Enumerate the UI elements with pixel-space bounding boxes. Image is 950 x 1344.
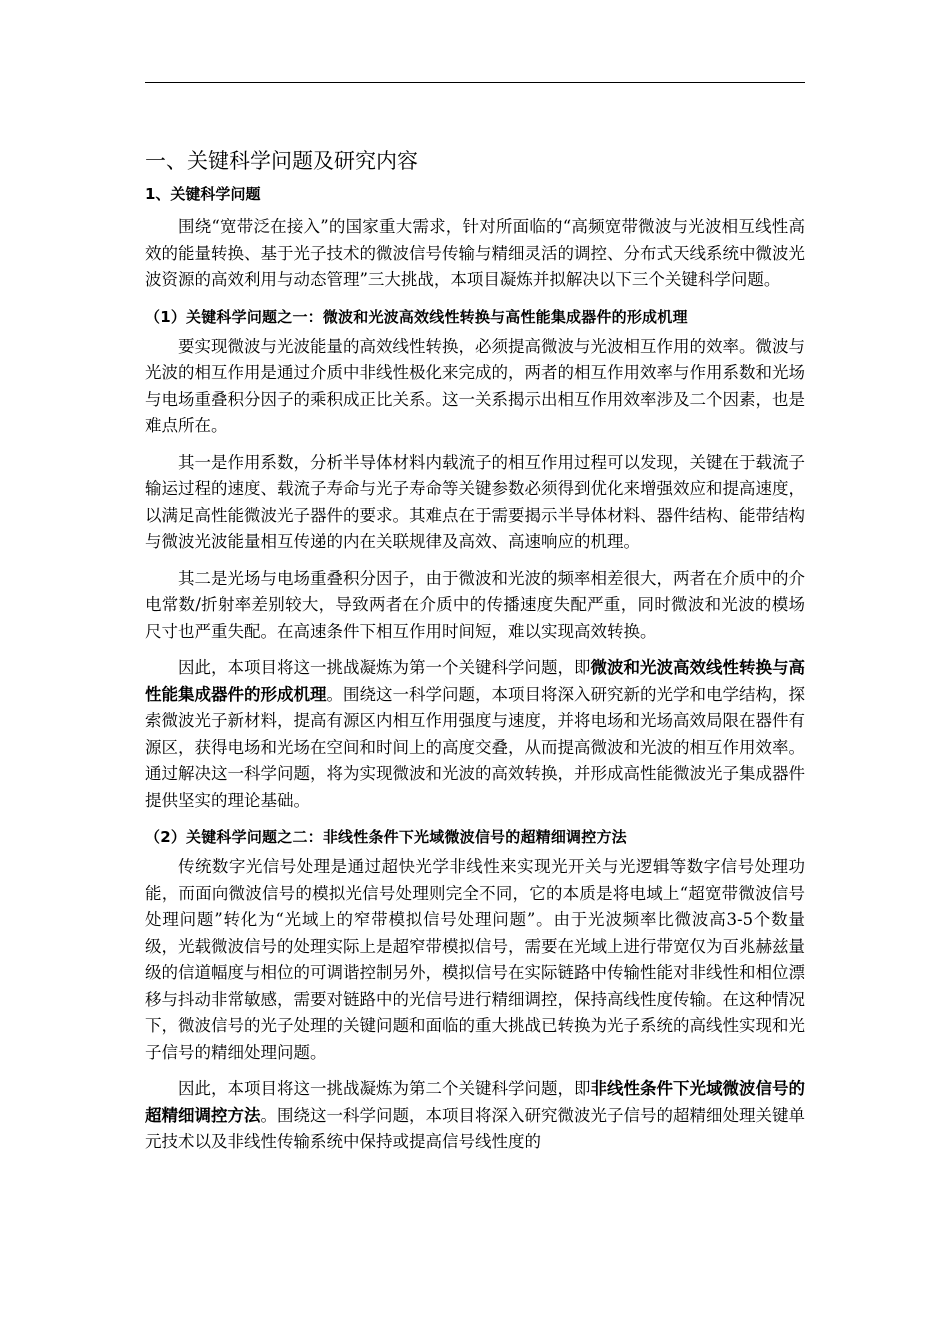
- q1-p4-emphasis: 微波和光波高效线性转换与高性能集成器件的形成机理: [145, 658, 805, 704]
- q1-paragraph-4: [145, 655, 805, 814]
- intro-paragraph: 围绕“宽带泛在接入”的国家重大需求，针对所面临的“高频宽带微波与光波相互线性高效的能量转换、基于光子技术的微波信号传输与精细灵活的调控、分布式天线系统中微波光波资源的高效利用与动态管理”三大挑战，本项目凝炼并拟解决以下三个关键科学问题。: [145, 217, 805, 289]
- q1-paragraph-1: 要实现微波与光波能量的高效线性转换，必须提高微波与光波相互作用的效率。微波与光波的相互作用是通过介质中非线性极化来完成的，两者的相互作用效率与作用系数和光场与电场重叠积分因子的乘积成正比关系。这一关系揭示出相互作用效率涉及二个因素，也是难点所在。: [145, 336, 805, 435]
- header-rule: [145, 82, 805, 83]
- q2-p2-rest: 。围绕这一科学问题，本项目将深入研究微波光子信号的超精细处理关键单元技术以及非线性传输系统中保持或提高信号线性度的: [145, 1105, 805, 1151]
- q1-p4-lead: 因此，本项目将这一挑战凝炼为第一个关键科学问题，即: [178, 658, 591, 677]
- question-1-title: （1）关键科学问题之一：微波和光波高效线性转换与高性能集成器件的形成机理: [145, 307, 688, 326]
- q2-paragraph-1: 传统数字光信号处理是通过超快光学非线性来实现光开关与光逻辑等数字信号处理功能，而面向微波信号的模拟光信号处理则完全不同，它的本质是将电域上“超宽带微波信号处理问题”转化为“光域上的窄带模拟信号处理问题”。由于光波频率比微波高3-5个数量级，光载微波信号的处理实际上是超窄带模拟信号，需要在光域上进行带宽仅为百兆赫兹量级的信道幅度与相位的可调谐控制另外，模拟信号在实际链路中传输性能对非线性和相位漂移与抖动非常敏感，需要对链路中的光信号进行精细调控，保持高线性度传输。在这种情况下，微波信号的光子处理的关键问题和面临的重大挑战已转换为光子系统的高线性实现和光子信号的精细处理问题。: [145, 857, 805, 1062]
- q1-p4-rest: 。围绕这一科学问题，本项目将深入研究新的光学和电学结构，探索微波光子新材料，提高有源区内相互作用强度与速度，并将电场和光场高效局限在器件有源区，获得电场和光场在空间和时间上的高度交叠，从而提高微波和光波的相互作用效率。通过解决这一科学问题，将为实现微波和光波的高效转换，并形成高性能微波光子集成器件提供坚实的理论基础。: [145, 684, 805, 810]
- q2-paragraph-2: [145, 1076, 805, 1156]
- q2-p2-lead: 因此，本项目将这一挑战凝炼为第二个关键科学问题，即: [178, 1079, 591, 1098]
- q2-p2-emphasis: 非线性条件下光域微波信号的超精细调控方法: [145, 1079, 805, 1125]
- q1-paragraph-3: 其二是光场与电场重叠积分因子，由于微波和光波的频率相差很大，两者在介质中的介电常数/折射率差别较大，导致两者在介质中的传播速度失配严重，同时微波和光波的模场尺寸也严重失配。在高速条件下相互作用时间短，难以实现高效转换。: [145, 568, 805, 641]
- document-body: [145, 146, 805, 1166]
- question-2-title: （2）关键科学问题之二：非线性条件下光域微波信号的超精细调控方法: [145, 828, 627, 846]
- section-title: 一、关键科学问题及研究内容: [145, 149, 418, 173]
- subsection-title: 1、关键科学问题: [145, 185, 261, 203]
- q1-paragraph-2: 其一是作用系数，分析半导体材料内载流子的相互作用过程可以发现，关键在于载流子输运过程的速度、载流子寿命与光子寿命等关键参数必须得到优化来增强效应和提高速度，以满足高性能微波光子器件的要求。其难点在于需要揭示半导体材料、器件结构、能带结构与微波光波能量相互传递的内在关联规律及高效、高速响应的机理。: [145, 452, 805, 551]
